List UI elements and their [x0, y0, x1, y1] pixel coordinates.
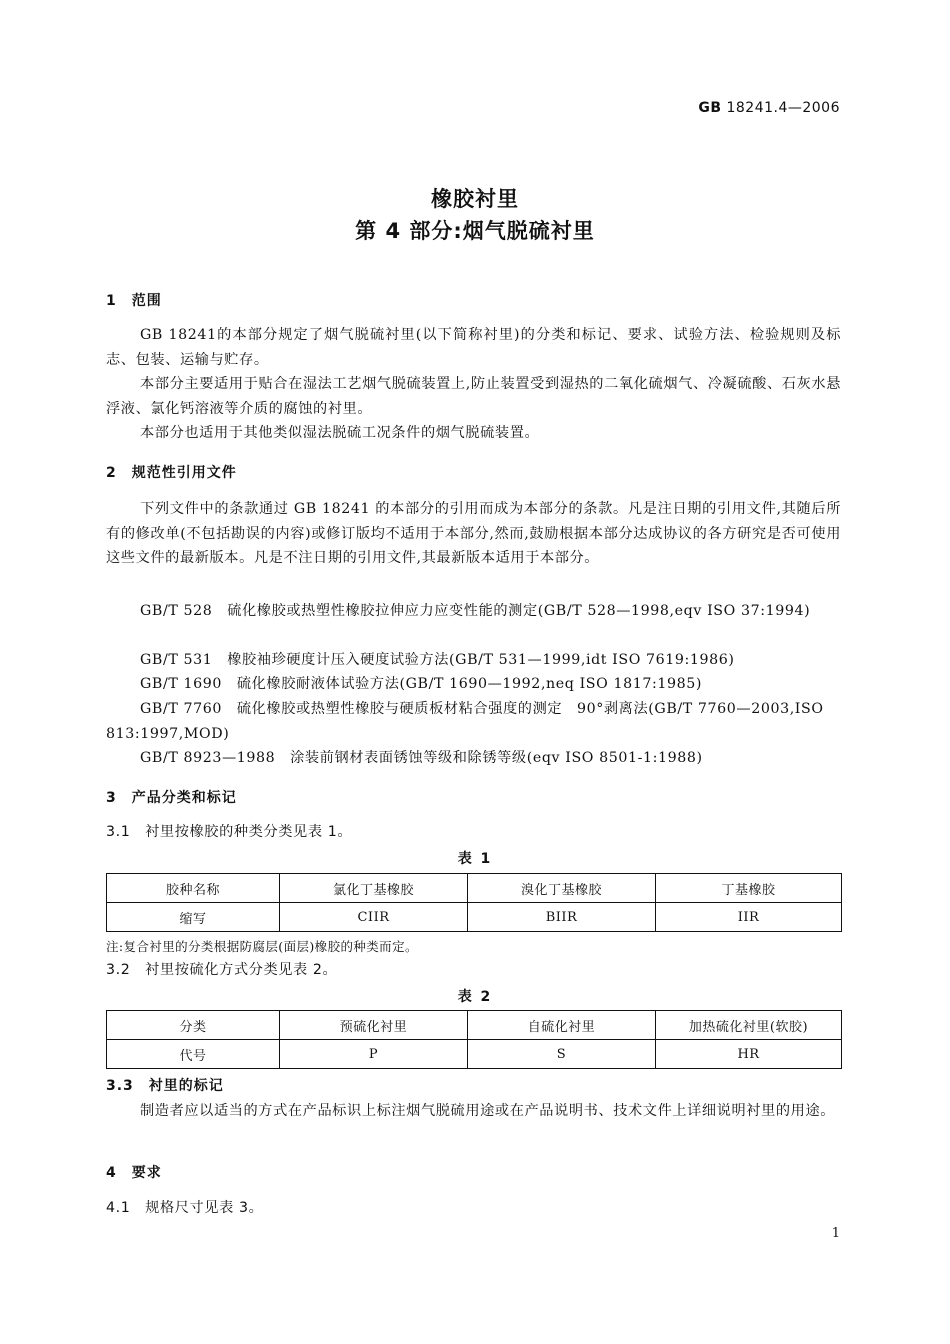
table-cell: CIIR: [280, 903, 468, 932]
table1: [106, 873, 842, 932]
reference-item: GB/T 8923—1988 涂装前钢材表面锈蚀等级和除锈等级(eqv ISO 8501-1:1988): [140, 750, 703, 766]
doc-title-line1: 橡胶衬里: [431, 187, 519, 211]
table-cell: BIIR: [468, 903, 656, 932]
table-cell: 自硫化衬里: [468, 1011, 656, 1040]
section1-para2: 本部分主要适用于贴合在湿法工艺烟气脱硫装置上,防止装置受到湿热的二氧化硫烟气、冷凝硫酸、石灰水悬浮液、氯化钙溶液等介质的腐蚀的衬里。: [106, 376, 841, 417]
table-row: [107, 1011, 842, 1040]
clause-4-1: 4.1 规格尺寸见表 3。: [106, 1200, 264, 1216]
section4-heading: 4 要求: [106, 1165, 162, 1181]
section2-heading: 2 规范性引用文件: [106, 465, 237, 481]
section1-heading: 1 范围: [106, 293, 162, 309]
table-cell: HR: [656, 1040, 842, 1069]
standard-prefix: GB: [698, 100, 722, 116]
table2-caption: 表 2: [457, 989, 493, 1005]
reference-item: GB/T 7760 硫化橡胶或热塑性橡胶与硬质板材粘合强度的测定 90°剥离法(GB/T 7760—2003,ISO 813:1997,MOD): [106, 701, 824, 742]
table-cell: IIR: [656, 903, 842, 932]
table-cell: 胶种名称: [107, 874, 280, 903]
doc-title-line2: 第 4 部分:烟气脱硫衬里: [355, 219, 595, 243]
reference-item: GB/T 1690 硫化橡胶耐液体试验方法(GB/T 1690—1992,neq ISO 1817:1985): [140, 676, 702, 692]
table-row: [107, 874, 842, 903]
table-row: [107, 1040, 842, 1069]
table-cell: 预硫化衬里: [280, 1011, 468, 1040]
section2-para1: 下列文件中的条款通过 GB 18241 的本部分的引用而成为本部分的条款。凡是注日期的引用文件,其随后所有的修改单(不包括勘误的内容)或修订版均不适用于本部分,然而,鼓励根据本部分达成协议的各方研究是否可使用这些文件的最新版本。凡是不注日期的引用文件,其最新版本适用于本部分。: [106, 501, 841, 566]
table-cell: P: [280, 1040, 468, 1069]
reference-item: GB/T 528 硫化橡胶或热塑性橡胶拉伸应力应变性能的测定(GB/T 528—1998,eqv ISO 37:1994): [140, 603, 811, 619]
section1-para1: GB 18241的本部分规定了烟气脱硫衬里(以下简称衬里)的分类和标记、要求、试验方法、检验规则及标志、包装、运输与贮存。: [106, 327, 841, 368]
table-cell: 加热硫化衬里(软胶): [656, 1011, 842, 1040]
table-cell: 分类: [107, 1011, 280, 1040]
table1-note: 注:复合衬里的分类根据防腐层(面层)橡胶的种类而定。: [106, 939, 418, 954]
table-cell: 溴化丁基橡胶: [468, 874, 656, 903]
reference-item: GB/T 531 橡胶袖珍硬度计压入硬度试验方法(GB/T 531—1999,idt ISO 7619:1986): [140, 652, 735, 668]
table-cell: 丁基橡胶: [656, 874, 842, 903]
standard-code: [698, 100, 840, 116]
table-cell: S: [468, 1040, 656, 1069]
clause-3-1: 3.1 衬里按橡胶的种类分类见表 1。: [106, 824, 353, 840]
page-number: 1: [831, 1226, 840, 1241]
section1-para3: 本部分也适用于其他类似湿法脱硫工况条件的烟气脱硫装置。: [140, 425, 540, 441]
table-cell: 缩写: [107, 903, 280, 932]
clause-3-3-heading: 3.3 衬里的标记: [106, 1078, 224, 1094]
table-cell: 氯化丁基橡胶: [280, 874, 468, 903]
table1-caption: 表 1: [457, 851, 493, 867]
standard-number: 18241.4—2006: [726, 100, 840, 116]
clause-3-2: 3.2 衬里按硫化方式分类见表 2。: [106, 962, 338, 978]
table2: [106, 1010, 842, 1069]
table-row: [107, 903, 842, 932]
section3-heading: 3 产品分类和标记: [106, 790, 237, 806]
clause-3-3-text: 制造者应以适当的方式在产品标识上标注烟气脱硫用途或在产品说明书、技术文件上详细说明衬里的用途。: [140, 1103, 836, 1119]
table-cell: 代号: [107, 1040, 280, 1069]
